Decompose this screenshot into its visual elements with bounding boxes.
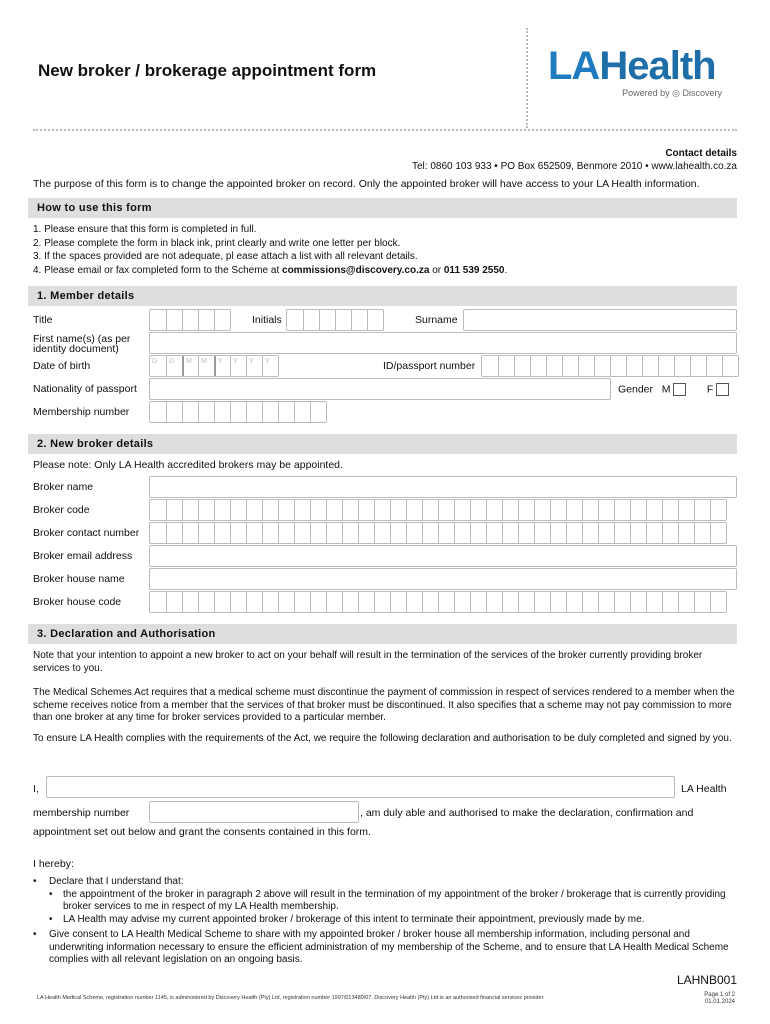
declaration-paragraph: Note that your intention to appoint a new broker to act on your behalf will result in the termination of the services of the broker currently providing broker services to you. bbox=[33, 650, 703, 674]
gender-m-checkbox[interactable] bbox=[673, 383, 686, 396]
gender-label: Gender M F bbox=[618, 383, 729, 396]
id-field[interactable] bbox=[481, 355, 739, 377]
declaration-membership-field[interactable] bbox=[149, 801, 359, 823]
broker-contact-field[interactable] bbox=[149, 522, 727, 544]
initials-label: Initials bbox=[252, 314, 282, 326]
powered-by-discovery: Powered by ◎ Discovery bbox=[622, 88, 722, 98]
broker-house-code-field[interactable] bbox=[149, 591, 727, 613]
declaration-paragraph: To ensure LA Health complies with the requirements of the Act, we require the following declaration and authorisation to be duly completed and signed by you. bbox=[33, 733, 732, 744]
list-item: 4. Please email or fax completed form to the Scheme at commissions@discovery.co.za or 011 539 2550. bbox=[33, 264, 508, 276]
la-health-text: LA Health bbox=[681, 783, 727, 795]
broker-house-code-label: Broker house code bbox=[33, 596, 122, 608]
divider bbox=[526, 28, 528, 128]
list-item: 3. If the spaces provided are not adequate, pl ease attach a list with all relevant details. bbox=[33, 251, 418, 262]
section-declaration: 3. Declaration and Authorisation bbox=[28, 624, 737, 644]
email-link[interactable]: commissions@discovery.co.za bbox=[282, 264, 430, 276]
broker-note: Please note: Only LA Health accredited brokers may be appointed. bbox=[33, 459, 343, 471]
section-broker-details: 2. New broker details bbox=[28, 434, 737, 454]
nationality-label: Nationality of passport bbox=[33, 383, 137, 395]
broker-email-field[interactable] bbox=[149, 545, 737, 567]
list-item: Give consent to LA Health Medical Scheme to share with my appointed broker / broker house all membership information, including personal and underwriting information necessary to ensure the efficient administration of my membership of the Scheme, and to ensure that LA Health Medical Scheme complies with all relevant legislation on an ongoing basis. bbox=[49, 929, 729, 965]
broker-name-field[interactable] bbox=[149, 476, 737, 498]
nationality-field[interactable] bbox=[149, 378, 611, 400]
section-member-details: 1. Member details bbox=[28, 286, 737, 306]
page-title: New broker / brokerage appointment form bbox=[38, 61, 377, 80]
broker-code-field[interactable] bbox=[149, 499, 727, 521]
surname-label: Surname bbox=[415, 314, 458, 326]
dob-label: Date of birth bbox=[33, 360, 91, 372]
instructions-list bbox=[33, 223, 507, 277]
list-item: 2. Please complete the form in black ink, print clearly and write one letter per block. bbox=[33, 237, 401, 249]
membership-number-label: membership number bbox=[33, 807, 130, 819]
title-field[interactable] bbox=[149, 309, 231, 331]
i-label: I, bbox=[33, 783, 39, 795]
page-indicator: Page 1 of 2 01.01.2024 bbox=[704, 992, 735, 1005]
fax-number: 011 539 2550 bbox=[443, 264, 505, 276]
purpose-text: The purpose of this form is to change the appointed broker on record. Only the appointed broker will have access to your LA Health information. bbox=[33, 178, 700, 190]
first-names-field[interactable] bbox=[149, 332, 737, 354]
footer-legal: LA Health Medical Scheme, registration number 1145, is administered by Discovery Health (Pty) Ltd, registration number 1997/013480/07. Discovery Health (Pty) Ltd is an authorised financial services provider. bbox=[37, 995, 545, 1001]
membership-field[interactable] bbox=[149, 401, 327, 423]
broker-name-label: Broker name bbox=[33, 481, 94, 493]
duly-text: , am duly able and authorised to make the declaration, confirmation and bbox=[360, 807, 694, 819]
divider bbox=[33, 129, 737, 131]
broker-contact-label: Broker contact number bbox=[33, 527, 140, 539]
list-item: the appointment of the broker in paragraph 2 above will result in the termination of my appointment of the broker / brokerage that is currently providing broker services to me in respect of my LA Health membership. bbox=[63, 888, 726, 912]
la-health-logo: LAHealth Powered by ◎ Discovery bbox=[548, 46, 728, 99]
list-item: 1. Please ensure that this form is completed in full. bbox=[33, 224, 257, 235]
first-names-label: First name(s) (as per identity document) bbox=[33, 333, 131, 355]
broker-house-name-field[interactable] bbox=[149, 568, 737, 590]
contact-line: Tel: 0860 103 933 • PO Box 652509, Benmore 2010 • www.lahealth.co.za bbox=[412, 161, 737, 172]
section-how-to: How to use this form bbox=[28, 198, 737, 218]
member-name-field[interactable] bbox=[46, 776, 675, 798]
gender-f-checkbox[interactable] bbox=[716, 383, 729, 396]
appointment-text: appointment set out below and grant the consents contained in this form. bbox=[33, 826, 371, 838]
bullet-list: • Declare that I understand that: • the appointment of the broker in paragraph 2 above will result in the termination of my appointment of the broker / brokerage that is currently providing broker services to me in respect of my LA Health membership. • LA Health may advise my current appointed broker / brokerage of this intent to terminate their appointment, previously made by me. • Give consent to LA Health Medical Scheme to share with my appointed broker / broker house all membership information, including personal and underwriting information necessary to ensure the efficient administration of my membership of the Scheme, and to ensure that LA Health Medical Scheme complies with all relevant legislation on an ongoing basis. bbox=[33, 876, 737, 967]
form-code: LAHNB001 bbox=[676, 973, 737, 987]
dob-field[interactable]: D D M M Y Y Y Y bbox=[149, 355, 279, 377]
initials-field[interactable] bbox=[286, 309, 384, 331]
list-item: Declare that I understand that: bbox=[49, 876, 184, 887]
contact-heading: Contact details bbox=[665, 148, 737, 159]
membership-label: Membership number bbox=[33, 406, 130, 418]
broker-email-label: Broker email address bbox=[33, 550, 133, 562]
broker-house-name-label: Broker house name bbox=[33, 573, 125, 585]
broker-code-label: Broker code bbox=[33, 504, 90, 516]
list-item: LA Health may advise my current appointed broker / brokerage of this intent to terminate their appointment, previously made by me. bbox=[63, 913, 645, 925]
surname-field[interactable] bbox=[463, 309, 737, 331]
id-label: ID/passport number bbox=[383, 360, 476, 372]
declaration-paragraph: The Medical Schemes Act requires that a medical scheme must discontinue the payment of commission in respect of services rendered to a member when the scheme receives notice from a member that the services of that broker must be discontinued. It also specifies that a scheme may not pay commission to more than one broker at any time for broker services provided to a particular member. bbox=[33, 687, 735, 723]
title-label: Title bbox=[33, 314, 53, 326]
hereby-text: I hereby: bbox=[33, 858, 74, 870]
